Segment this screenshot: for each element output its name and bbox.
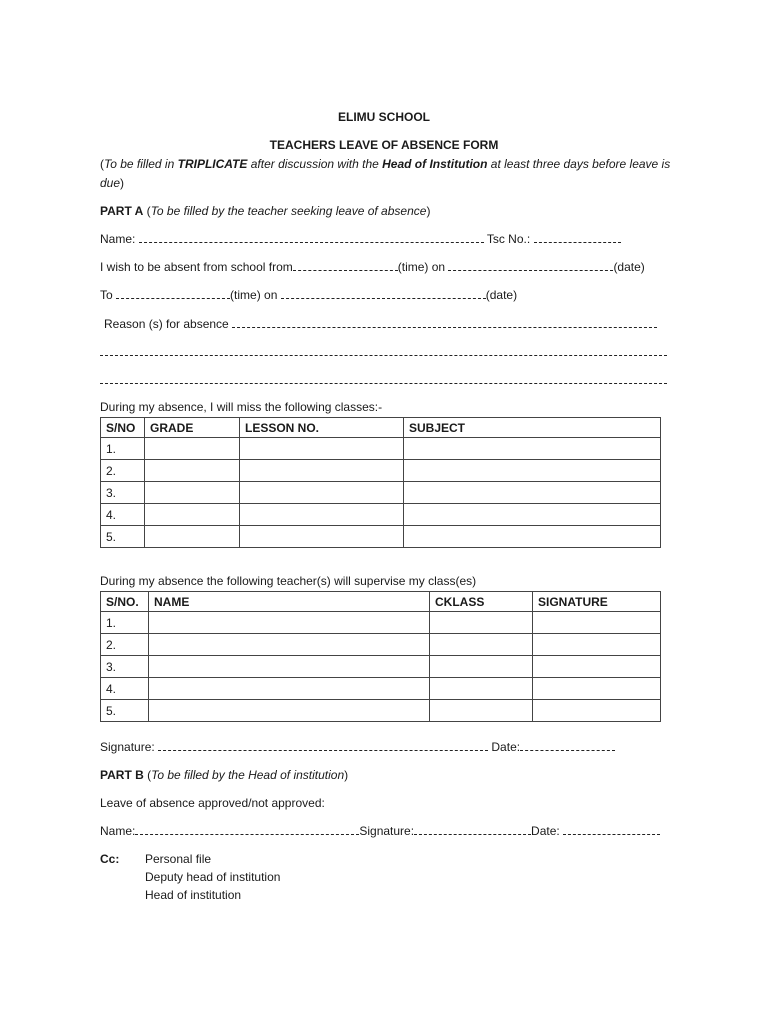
table-row: 2.	[101, 634, 661, 656]
head-date-line[interactable]	[563, 824, 660, 835]
name-line[interactable]	[139, 232, 484, 243]
table-row: 3.	[101, 656, 661, 678]
table-row: 1.	[101, 612, 661, 634]
name-row	[100, 232, 621, 246]
to-time-line[interactable]	[116, 288, 230, 299]
classes-header-row	[101, 418, 661, 438]
table-row: 5.	[101, 526, 661, 548]
col-class: CKLASS	[430, 592, 533, 612]
table-row: 4.	[101, 504, 661, 526]
table-row: 3.	[101, 482, 661, 504]
col-name: NAME	[149, 592, 430, 612]
to-date-line[interactable]	[281, 288, 486, 299]
table-row: 5.	[101, 700, 661, 722]
teacher-signature-line[interactable]	[158, 740, 488, 751]
cc-item: Personal file	[145, 852, 212, 866]
supervise-table	[100, 591, 661, 722]
head-name-line[interactable]	[135, 824, 359, 835]
reason-line-1[interactable]	[232, 317, 657, 328]
reason-line-2[interactable]	[100, 345, 667, 356]
col-subject: SUBJECT	[404, 418, 661, 438]
name-label: Name:	[100, 232, 136, 246]
head-signature-line[interactable]	[414, 824, 531, 835]
teacher-date-line[interactable]	[520, 740, 615, 751]
teacher-signature-row: Signature: Date:	[100, 740, 615, 754]
form-title: TEACHERS LEAVE OF ABSENCE FORM	[269, 138, 499, 152]
reason-line-3[interactable]	[100, 373, 667, 384]
cc-item: Deputy head of institution	[145, 870, 281, 884]
reason-row-3	[100, 373, 667, 387]
part-b-heading: PART B (To be filled by the Head of institution)	[100, 768, 349, 782]
part-a-heading: PART A (To be filled by the teacher seeking leave of absence)	[100, 204, 431, 218]
tsc-label: Tsc No.:	[486, 232, 531, 246]
classes-caption: During my absence, I will miss the following classes:-	[100, 400, 383, 414]
from-date-line[interactable]	[448, 260, 613, 271]
instruction-line-1: (To be filled in TRIPLICATE after discussion with the Head of Institution at least three days before leave is	[100, 157, 671, 171]
col-sno: S/NO	[101, 418, 145, 438]
col-lesson-no: LESSON NO.	[240, 418, 404, 438]
from-time-line[interactable]	[293, 260, 398, 271]
instruction-line-2: due)	[100, 176, 125, 190]
table-row: 2.	[101, 460, 661, 482]
approval-text: Leave of absence approved/not approved:	[100, 796, 325, 810]
classes-table	[100, 417, 661, 548]
col-signature: SIGNATURE	[533, 592, 661, 612]
col-sno: S/NO.	[101, 592, 149, 612]
table-row: 4.	[101, 678, 661, 700]
to-row: To (time) on (date)	[100, 288, 518, 302]
absent-from-row: I wish to be absent from school from (time) on (date)	[100, 260, 645, 274]
tsc-line[interactable]	[534, 232, 621, 243]
head-row: Name: Signature: Date:	[100, 824, 660, 838]
reason-row-2	[100, 345, 667, 359]
table-row: 1.	[101, 438, 661, 460]
school-name: ELIMU SCHOOL	[338, 110, 430, 124]
reason-row: Reason (s) for absence	[104, 317, 657, 331]
col-grade: GRADE	[145, 418, 240, 438]
supervise-header-row	[101, 592, 661, 612]
supervise-caption: During my absence the following teacher(s) will supervise my class(es)	[100, 574, 477, 588]
cc-label: Cc:	[100, 852, 120, 866]
cc-item: Head of institution	[145, 888, 242, 902]
